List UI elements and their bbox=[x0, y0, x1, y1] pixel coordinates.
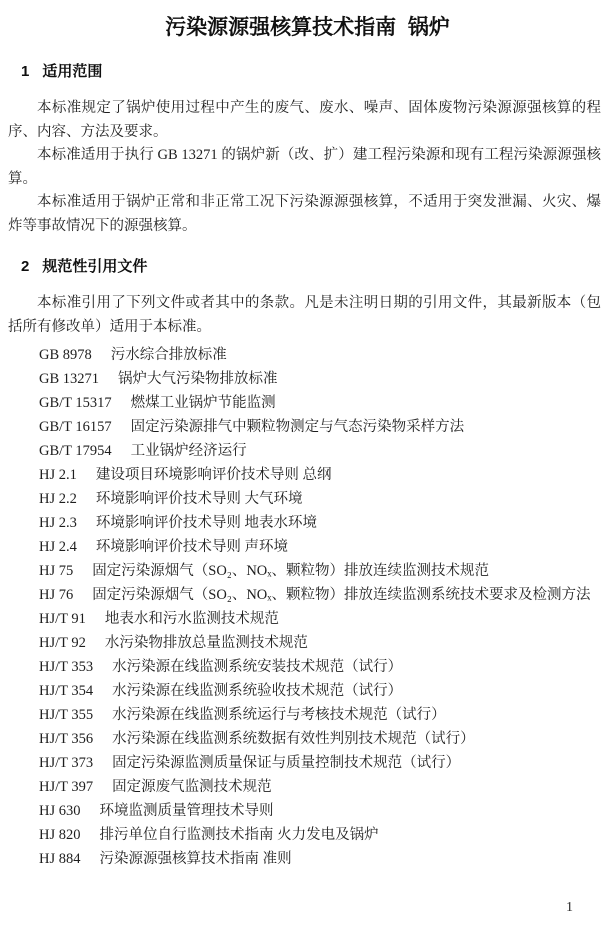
section-number: 2 bbox=[21, 258, 30, 275]
reference-code: HJ 630 bbox=[39, 803, 81, 819]
reference-title: 水污染物排放总量监测技术规范 bbox=[104, 635, 308, 651]
paragraph: 本标准适用于锅炉正常和非正常工况下污染源源强核算，不适用于突发泄漏、火灾、爆炸等事故情况下的源强核算。 bbox=[8, 194, 601, 234]
reference-title: 地表水和污水监测技术规范 bbox=[104, 611, 279, 627]
sections bbox=[0, 64, 615, 871]
reference-item bbox=[39, 463, 605, 487]
reference-title: 锅炉大气污染物排放标准 bbox=[118, 371, 278, 387]
reference-title: 环境影响评价技术导则 声环境 bbox=[95, 539, 288, 555]
reference-title: 水污染源在线监测系统安装技术规范（试行） bbox=[112, 659, 403, 675]
reference-item bbox=[39, 367, 605, 391]
section-paragraphs bbox=[0, 292, 615, 339]
section-paragraphs bbox=[0, 97, 615, 238]
section-heading-text: 适用范围 bbox=[42, 63, 103, 80]
section bbox=[0, 259, 615, 871]
reference-title: 固定污染源烟气（SO₂、NOₓ、颗粒物）排放连续监测技术规范 bbox=[92, 563, 489, 579]
reference-code: HJ/T 354 bbox=[39, 683, 94, 699]
reference-item bbox=[39, 679, 605, 703]
reference-title: 工业锅炉经济运行 bbox=[130, 443, 247, 459]
reference-title: 环境监测质量管理技术导则 bbox=[99, 803, 274, 819]
reference-item bbox=[39, 727, 605, 751]
paragraph: 本标准引用了下列文件或者其中的条款。凡是未注明日期的引用文件，其最新版本（包括所有修改单）适用于本标准。 bbox=[8, 295, 601, 335]
reference-code: HJ 884 bbox=[39, 851, 81, 867]
paragraph: 本标准规定了锅炉使用过程中产生的废气、废水、噪声、固体废物污染源源强核算的程序、内容、方法及要求。 bbox=[8, 100, 601, 140]
reference-code: HJ 2.1 bbox=[39, 467, 77, 483]
reference-title: 建设项目环境影响评价技术导则 总纲 bbox=[95, 467, 332, 483]
reference-title: 环境影响评价技术导则 大气环境 bbox=[95, 491, 303, 507]
reference-code: HJ/T 373 bbox=[39, 755, 94, 771]
reference-code: HJ/T 91 bbox=[39, 611, 86, 627]
reference-code: HJ/T 356 bbox=[39, 731, 94, 747]
reference-code: GB/T 15317 bbox=[39, 395, 112, 411]
reference-title: 固定污染源烟气（SO₂、NOₓ、颗粒物）排放连续监测系统技术要求及检测方法 bbox=[92, 587, 591, 603]
reference-item bbox=[39, 559, 605, 583]
section-number: 1 bbox=[21, 63, 30, 80]
reference-code: HJ/T 355 bbox=[39, 707, 94, 723]
reference-code: HJ 75 bbox=[39, 563, 74, 579]
reference-title: 排污单位自行监测技术指南 火力发电及锅炉 bbox=[99, 827, 379, 843]
reference-title: 污染源源强核算技术指南 准则 bbox=[99, 851, 292, 867]
reference-code: HJ 2.2 bbox=[39, 491, 77, 507]
reference-code: HJ 76 bbox=[39, 587, 74, 603]
reference-item bbox=[39, 607, 605, 631]
reference-code: GB/T 17954 bbox=[39, 443, 112, 459]
reference-item bbox=[39, 703, 605, 727]
section-heading bbox=[0, 259, 615, 275]
reference-item bbox=[39, 847, 605, 871]
reference-title: 水污染源在线监测系统验收技术规范（试行） bbox=[112, 683, 403, 699]
reference-item bbox=[39, 655, 605, 679]
reference-title: 燃煤工业锅炉节能监测 bbox=[130, 395, 276, 411]
paragraph: 本标准适用于执行 GB 13271 的锅炉新（改、扩）建工程污染源和现有工程污染源源强核算。 bbox=[8, 147, 601, 187]
reference-item bbox=[39, 535, 605, 559]
reference-item bbox=[39, 751, 605, 775]
document-title: 污染源源强核算技术指南 锅炉 bbox=[165, 16, 450, 39]
reference-item bbox=[39, 631, 605, 655]
section-heading bbox=[0, 64, 615, 80]
reference-code: GB 8978 bbox=[39, 347, 92, 363]
reference-code: GB 13271 bbox=[39, 371, 100, 387]
section bbox=[0, 64, 615, 238]
reference-code: HJ/T 397 bbox=[39, 779, 94, 795]
reference-code: HJ/T 353 bbox=[39, 659, 94, 675]
reference-item bbox=[39, 823, 605, 847]
reference-item bbox=[39, 583, 605, 607]
reference-item bbox=[39, 439, 605, 463]
reference-title: 环境影响评价技术导则 地表水环境 bbox=[95, 515, 317, 531]
reference-code: HJ 820 bbox=[39, 827, 81, 843]
reference-item bbox=[39, 799, 605, 823]
reference-code: HJ 2.3 bbox=[39, 515, 77, 531]
section-heading-text: 规范性引用文件 bbox=[42, 258, 148, 275]
reference-title: 污水综合排放标准 bbox=[110, 347, 227, 363]
reference-item bbox=[39, 511, 605, 535]
reference-title: 水污染源在线监测系统数据有效性判别技术规范（试行） bbox=[112, 731, 475, 747]
page-number: 1 bbox=[566, 900, 573, 915]
reference-item bbox=[39, 487, 605, 511]
reference-item bbox=[39, 343, 605, 367]
reference-item bbox=[39, 391, 605, 415]
reference-code: HJ/T 92 bbox=[39, 635, 86, 651]
reference-title: 固定污染源排气中颗粒物测定与气态污染物采样方法 bbox=[130, 419, 465, 435]
reference-title: 水污染源在线监测系统运行与考核技术规范（试行） bbox=[112, 707, 446, 723]
reference-item bbox=[39, 775, 605, 799]
reference-title: 固定源废气监测技术规范 bbox=[112, 779, 272, 795]
reference-item bbox=[39, 415, 605, 439]
reference-code: HJ 2.4 bbox=[39, 539, 77, 555]
reference-list bbox=[0, 343, 615, 871]
reference-code: GB/T 16157 bbox=[39, 419, 112, 435]
reference-title: 固定污染源监测质量保证与质量控制技术规范（试行） bbox=[112, 755, 461, 771]
